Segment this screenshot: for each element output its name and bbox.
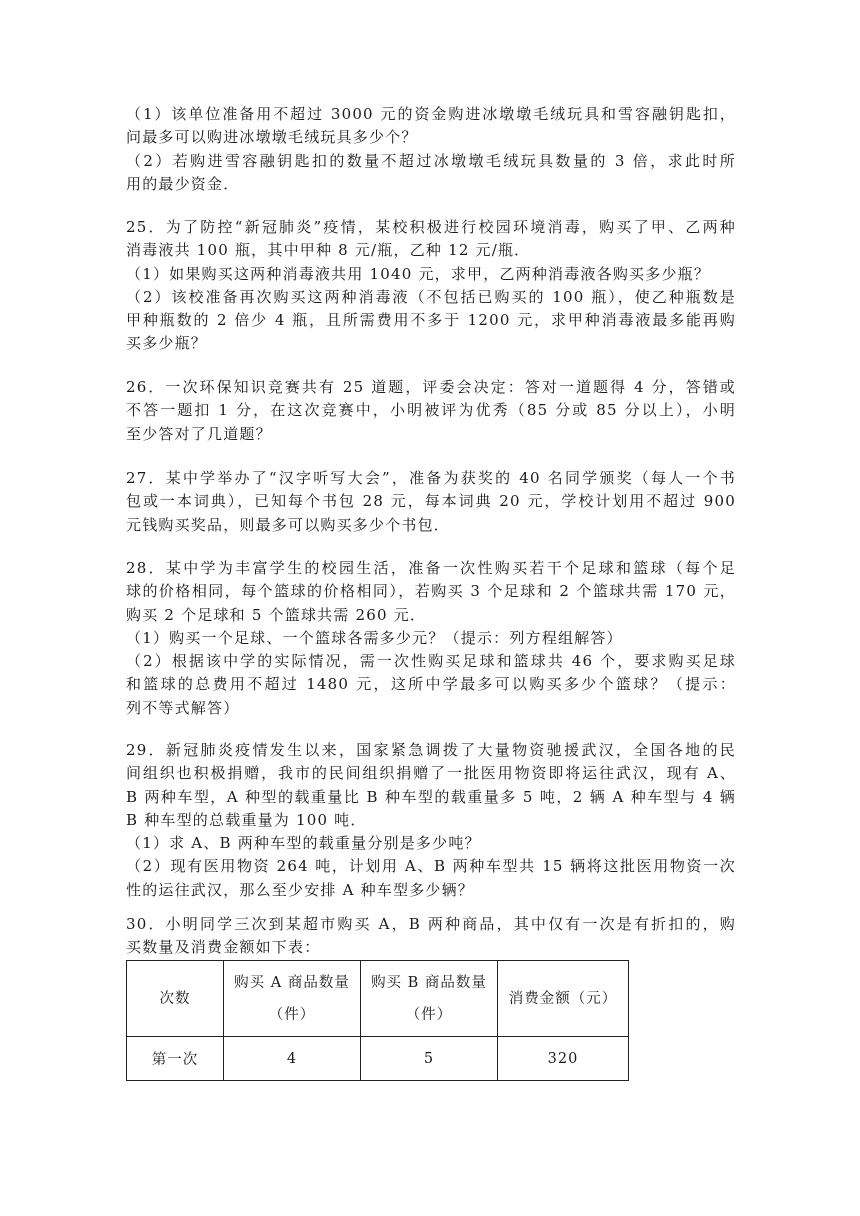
question-30: [126, 913, 736, 960]
question-26: [126, 376, 736, 446]
text-line: （1）如果购买这两种消毒液共用 1040 元，求甲，乙两种消毒液各购买多少瓶？: [126, 264, 711, 283]
table-header-row: [127, 961, 629, 1037]
text-line: 和篮球的总费用不超过 1480 元，这所中学最多可以购买多少个篮球？（提示：: [126, 675, 736, 694]
text-line: 消毒液共 100 瓶，其中甲种 8 元/瓶，乙种 12 元/瓶．: [126, 241, 531, 260]
text-line: 29．新冠肺炎疫情发生以来，国家紧急调拨了大量物资驰援武汉，全国各地的民: [126, 741, 736, 759]
header-text: 购买 B 商品数量: [371, 974, 487, 991]
text-line: 用的最少资金．: [126, 174, 240, 193]
text-line: 30．小明同学三次到某超市购买 A，B 两种商品，其中仅有一次是有折扣的，购: [126, 915, 736, 933]
question-27: [126, 467, 736, 537]
table-header-cell: [498, 961, 629, 1037]
header-text: 次数: [159, 990, 191, 1007]
text-line: 买多少瓶？: [126, 334, 208, 353]
text-line: 26．一次环保知识竞赛共有 25 道题，评委会决定：答对一道题得 4 分，答错或: [126, 378, 736, 396]
text-line: 间组织也积极捐赠，我市的民间组织捐赠了一批医用物资即将运往武汉，现有 A、: [126, 764, 736, 783]
purchase-table: [126, 960, 629, 1081]
text-line: 问最多可以购进冰墩墩毛绒玩具多少个？: [126, 128, 418, 147]
header-text: （件）: [405, 1006, 453, 1023]
table-cell: 5: [361, 1037, 498, 1081]
text-line: 甲种瓶数的 2 倍少 4 瓶，且所需费用不多于 1200 元，求甲种消毒液最多能再购: [126, 311, 736, 330]
table-cell: 320: [498, 1037, 629, 1081]
text-line: （2）若购进雪容融钥匙扣的数量不超过冰墩墩毛绒玩具数量的 3 倍，求此时所: [126, 151, 736, 170]
text-line: （1）购买一个足球、一个篮球各需多少元？（提示：列方程组解答）: [126, 628, 623, 647]
header-text: （件）: [268, 1006, 316, 1023]
text-line: 至少答对了几道题？: [126, 424, 272, 443]
text-line: 元钱购买奖品，则最多可以购买多少个书包．: [126, 515, 451, 534]
header-text: 购买 A 商品数量: [234, 974, 350, 991]
text-line: （2）现有医用物资 264 吨，计划用 A、B 两种车型共 15 辆将这批医用物资一次: [126, 857, 736, 876]
text-line: B 种车型的总载重量为 100 吨．: [126, 810, 367, 829]
question-25: [126, 216, 736, 356]
header-text: 消费金额（元）: [508, 990, 618, 1007]
table-cell: 第一次: [127, 1037, 224, 1081]
table-header-cell: [224, 961, 361, 1037]
question-24-parts: [126, 103, 736, 196]
text-line: （2）该校准备再次购买这两种消毒液（不包括已购买的 100 瓶），使乙种瓶数是: [126, 287, 736, 306]
text-line: 28．某中学为丰富学生的校园生活，准备一次性购买若干个足球和篮球（每个足: [126, 559, 736, 577]
text-line: 不答一题扣 1 分，在这次竞赛中，小明被评为优秀（85 分或 85 分以上），小明: [126, 401, 736, 420]
text-line: 买数量及消费金额如下表：: [126, 938, 321, 957]
text-line: 25．为了防控“新冠肺炎”疫情，某校积极进行校园环境消毒，购买了甲、乙两种: [126, 218, 736, 236]
text-line: 列不等式解答）: [126, 698, 240, 717]
text-line: B 两种车型，A 种型的载重量比 B 种车型的载重量多 5 吨，2 辆 A 种车型与 4 辆: [126, 787, 736, 806]
text-line: （1）求 A、B 两种车型的载重量分别是多少吨？: [126, 834, 481, 853]
text-line: 性的运往武汉，那么至少安排 A 种车型多少辆？: [126, 880, 474, 899]
text-line: 包或一本词典），已知每个书包 28 元，每本词典 20 元，学校计划用不超过 900: [126, 492, 736, 511]
table-cell: 4: [224, 1037, 361, 1081]
text-line: 球的价格相同，每个篮球的价格相同），若购买 3 个足球和 2 个篮球共需 170 元，: [126, 582, 736, 601]
text-line: （1）该单位准备用不超过 3000 元的资金购进冰墩墩毛绒玩具和雪容融钥匙扣，: [126, 105, 736, 123]
table-header-cell: [361, 961, 498, 1037]
text-line: （2）根据该中学的实际情况，需一次性购买足球和篮球共 46 个，要求购买足球: [126, 652, 736, 671]
text-line: 27．某中学举办了“汉字听写大会”，准备为获奖的 40 名同学颁奖（每人一个书: [126, 469, 736, 487]
text-line: 购买 2 个足球和 5 个篮球共需 260 元．: [126, 605, 427, 624]
question-28: [126, 557, 736, 720]
table-row: [127, 1037, 629, 1081]
question-29: [126, 739, 736, 902]
table-header-cell: [127, 961, 224, 1037]
